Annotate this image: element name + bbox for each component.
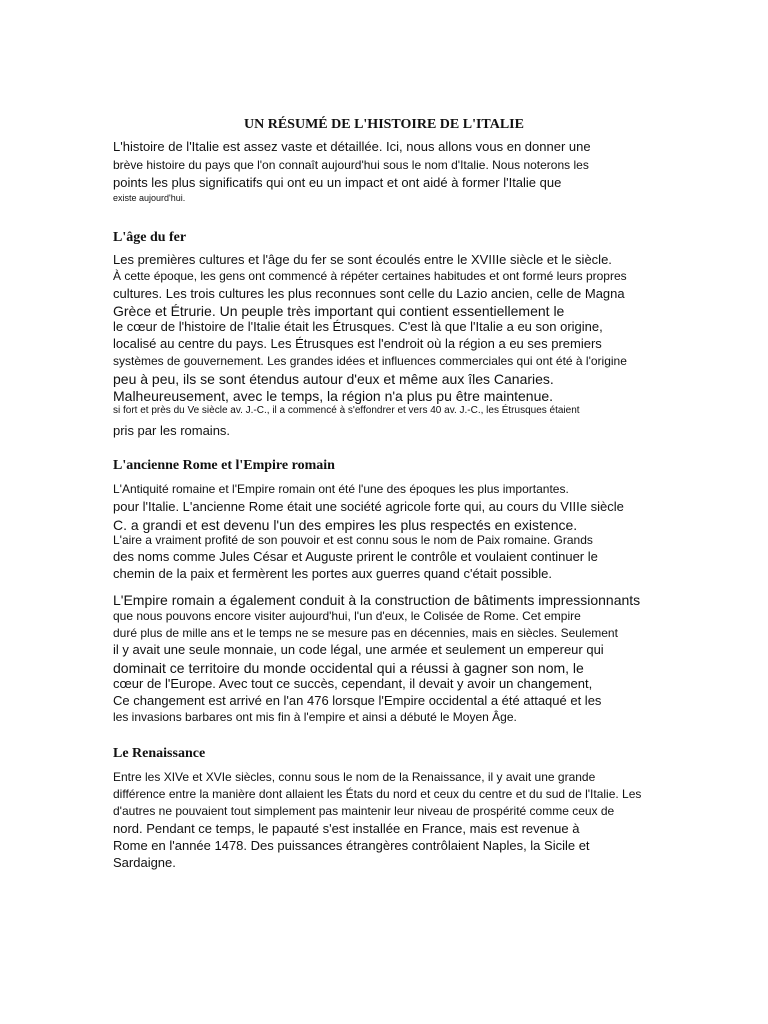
section-line: si fort et près du Ve siècle av. J.-C., il a commencé à s'effondrer et vers 40 av. J.-C., les Étrusques étaient [113, 405, 580, 416]
section-line: que nous pouvons encore visiter aujourd'hui, l'un d'eux, le Colisée de Rome. Cet empire [113, 609, 581, 623]
section-line: Ce changement est arrivé en l'an 476 lorsque l'Empire occidental a été attaqué et les [113, 693, 602, 708]
section-line: Entre les XIVe et XVIe siècles, connu sous le nom de la Renaissance, il y avait une grande [113, 770, 596, 784]
section-line: C. a grandi et est devenu l'un des empires les plus respectés en existence. [113, 517, 578, 533]
section-line: À cette époque, les gens ont commencé à répéter certaines habitudes et ont formé leurs propres [113, 269, 627, 283]
section-line: duré plus de mille ans et le temps ne se mesure pas en décennies, mais en siècles. Seulement [113, 626, 618, 640]
section-line: pris par les romains. [113, 423, 231, 438]
section-line: cultures. Les trois cultures les plus reconnues sont celle du Lazio ancien, celle de Magna [113, 286, 625, 301]
intro-line: L'histoire de l'Italie est assez vaste et détaillée. Ici, nous allons vous en donner une [113, 139, 591, 154]
section-line: L'Antiquité romaine et l'Empire romain ont été l'une des époques les plus importantes. [113, 482, 569, 496]
section-line: des noms comme Jules César et Auguste prirent le contrôle et voulaient continuer le [113, 549, 598, 564]
section-line: pour l'Italie. L'ancienne Rome était une société agricole forte qui, au cours du VIIIe siècle [113, 499, 624, 514]
section-line: il y avait une seule monnaie, un code légal, une armée et seulement un empereur qui [113, 642, 604, 657]
section-line: chemin de la paix et fermèrent les portes aux guerres quand c'était possible. [113, 566, 552, 581]
section-line: L'aire a vraiment profité de son pouvoir et est connu sous le nom de Paix romaine. Grands [113, 533, 593, 547]
intro-line: existe aujourd'hui. [113, 193, 186, 203]
section-line: Sardaigne. [113, 855, 176, 870]
section-line: localisé au centre du pays. Les Étrusques est l'endroit où la région a eu ses premiers [113, 336, 602, 351]
section-line: Rome en l'année 1478. Des puissances étrangères contrôlaient Naples, la Sicile et [113, 838, 590, 853]
section-line: Malheureusement, avec le temps, la région n'a plus pu être maintenue. [113, 388, 554, 404]
section-heading-renaissance: Le Renaissance [113, 746, 206, 761]
section-line: d'autres ne pouvaient tout simplement pas maintenir leur niveau de prospérité comme ceux de [113, 804, 615, 818]
section-line: L'Empire romain a également conduit à la construction de bâtiments impressionnants [113, 592, 641, 608]
section-line: Les premières cultures et l'âge du fer se sont écoulés entre le XVIIIe siècle et le siècle. [113, 252, 612, 267]
section-line: dominait ce territoire du monde occidental qui a réussi à gagner son nom, le [113, 660, 584, 676]
section-line: cœur de l'Europe. Avec tout ce succès, cependant, il devait y avoir un changement, [113, 676, 593, 691]
section-line: les invasions barbares ont mis fin à l'empire et ainsi a débuté le Moyen Âge. [113, 710, 517, 724]
section-line: le cœur de l'histoire de l'Italie était les Étrusques. C'est là que l'Italie a eu son origine, [113, 319, 603, 334]
section-heading-ancient-rome: L'ancienne Rome et l'Empire romain [113, 458, 335, 473]
document-title: UN RÉSUMÉ DE L'HISTOIRE DE L'ITALIE [244, 117, 524, 132]
intro-line: points les plus significatifs qui ont eu un impact et ont aidé à former l'Italie que [113, 175, 562, 190]
section-line: différence entre la manière dont allaient les États du nord et ceux du centre et du sud de l'Italie. Les [113, 787, 642, 801]
section-line: nord. Pendant ce temps, le papauté s'est installée en France, mais est revenue à [113, 821, 580, 836]
intro-line: brève histoire du pays que l'on connaît aujourd'hui sous le nom d'Italie. Nous noterons les [113, 158, 589, 172]
section-heading-iron-age: L'âge du fer [113, 230, 187, 245]
section-line: systèmes de gouvernement. Les grandes idées et influences commerciales qui ont été à l'origine [113, 354, 627, 368]
section-line: peu à peu, ils se sont étendus autour d'eux et même aux îles Canaries. [113, 371, 554, 387]
section-line: Grèce et Étrurie. Un peuple très important qui contient essentiellement le [113, 303, 565, 319]
